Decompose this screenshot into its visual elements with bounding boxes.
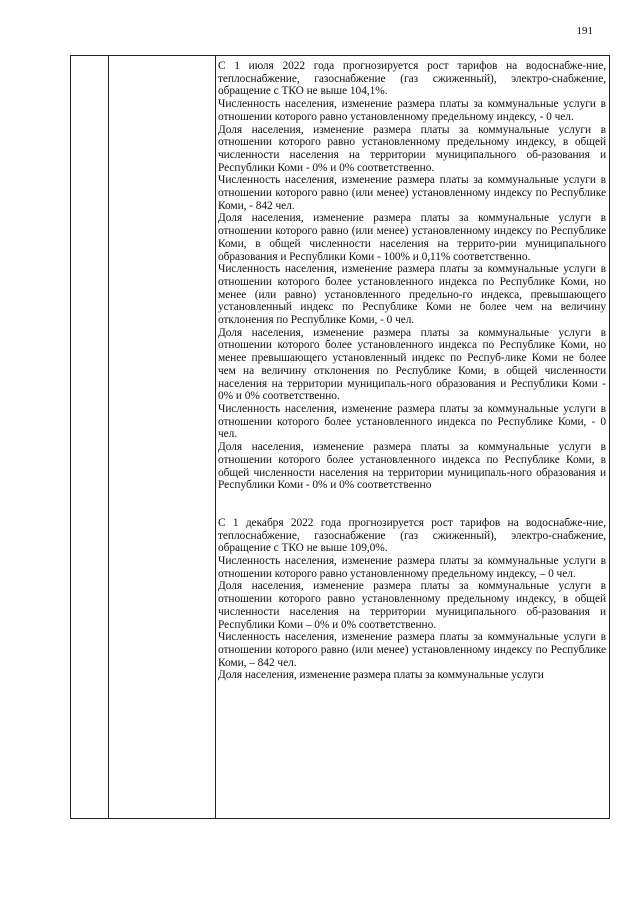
- paragraph: Доля населения, изменение размера платы за коммунальные услуги в отношении которого более установленного индекса по Республике Коми, но менее превышающего установленный индекс по Респуб-лике Коми не более чем на величину отклонения по Республике Коми, в общей численности населения на территории муниципаль-ного образования и Республики Коми - 0% и 0% соответственно.: [218, 326, 606, 403]
- paragraph: Численность населения, изменение размера платы за коммунальные услуги в отношении которого равно установленному предельному индексу, – 0 чел.: [218, 555, 606, 580]
- paragraph: Доля населения, изменение размера платы за коммунальные услуги: [218, 669, 544, 682]
- page-number: 191: [576, 25, 593, 37]
- paragraph: Доля населения, изменение размера платы за коммунальные услуги в отношении которого равно установленному предельному индексу, в общей численности населения на территории муниципального об-разования и Республики Коми - 0% и 0% соответственно.: [218, 123, 606, 174]
- content-cell: [218, 60, 606, 682]
- paragraph: С 1 декабря 2022 года прогнозируется рост тарифов на водоснабже-ние, теплоснабжение, газоснабжение (газ сжиженный), электро-снабжение, обращение с ТКО не выше 109,0%.: [218, 516, 606, 555]
- paragraph: Доля населения, изменение размера платы за коммунальные услуги в отношении которого равно (или менее) установленному индексу по Республике Коми, в общей численности населения на террито-рии муниципального образования и Республики Коми - 100% и 0,11% соответственно.: [218, 212, 606, 263]
- section-december-2022: [218, 517, 606, 682]
- paragraph: Численность населения, изменение размера платы за коммунальные услуги в отношении которого равно (или менее) установленному индексу по Республике Коми, – 842 чел.: [218, 631, 606, 669]
- section-spacer: [218, 492, 606, 517]
- paragraph: Доля населения, изменение размера платы за коммунальные услуги в отношении которого равно установленному предельному индексу, в общей численности населения на территории муниципального об-разования и Республики Коми – 0% и 0% соответственно.: [218, 580, 606, 631]
- column-divider: [108, 56, 109, 818]
- paragraph: С 1 июля 2022 года прогнозируется рост тарифов на водоснабже-ние, теплоснабжение, газоснабжение (газ сжиженный), электро-снабжение, обращение с ТКО не выше 104,1%.: [218, 60, 606, 98]
- section-july-2022: [218, 60, 606, 492]
- paragraph: Доля населения, изменение размера платы за коммунальные услуги в отношении которого более установленного индекса по Республике Коми, в общей численности населения на территории муниципаль-ного образования и Республики Коми - 0% и 0% соответственно: [218, 441, 606, 492]
- document-table: [70, 55, 610, 819]
- paragraph: Численность населения, изменение размера платы за коммунальные услуги в отношении которого более установленного индекса по Республике Коми, но менее (или равно) установленного предельно-го индекса, превышающего установленный индекс по Республике Коми не более чем на величину отклонения по Республике Коми, - 0 чел.: [218, 263, 606, 327]
- paragraph: Численность населения, изменение размера платы за коммунальные услуги в отношении которого равно (или менее) установленному индексу по Республике Коми, - 842 чел.: [218, 174, 606, 212]
- paragraph: Численность населения, изменение размера платы за коммунальные услуги в отношении которого более установленного индекса по Республике Коми, - 0 чел.: [218, 402, 606, 441]
- paragraph: Численность населения, изменение размера платы за коммунальные услуги в отношении которого равно установленному предельному индексу, - 0 чел.: [218, 98, 606, 123]
- column-divider: [215, 56, 216, 818]
